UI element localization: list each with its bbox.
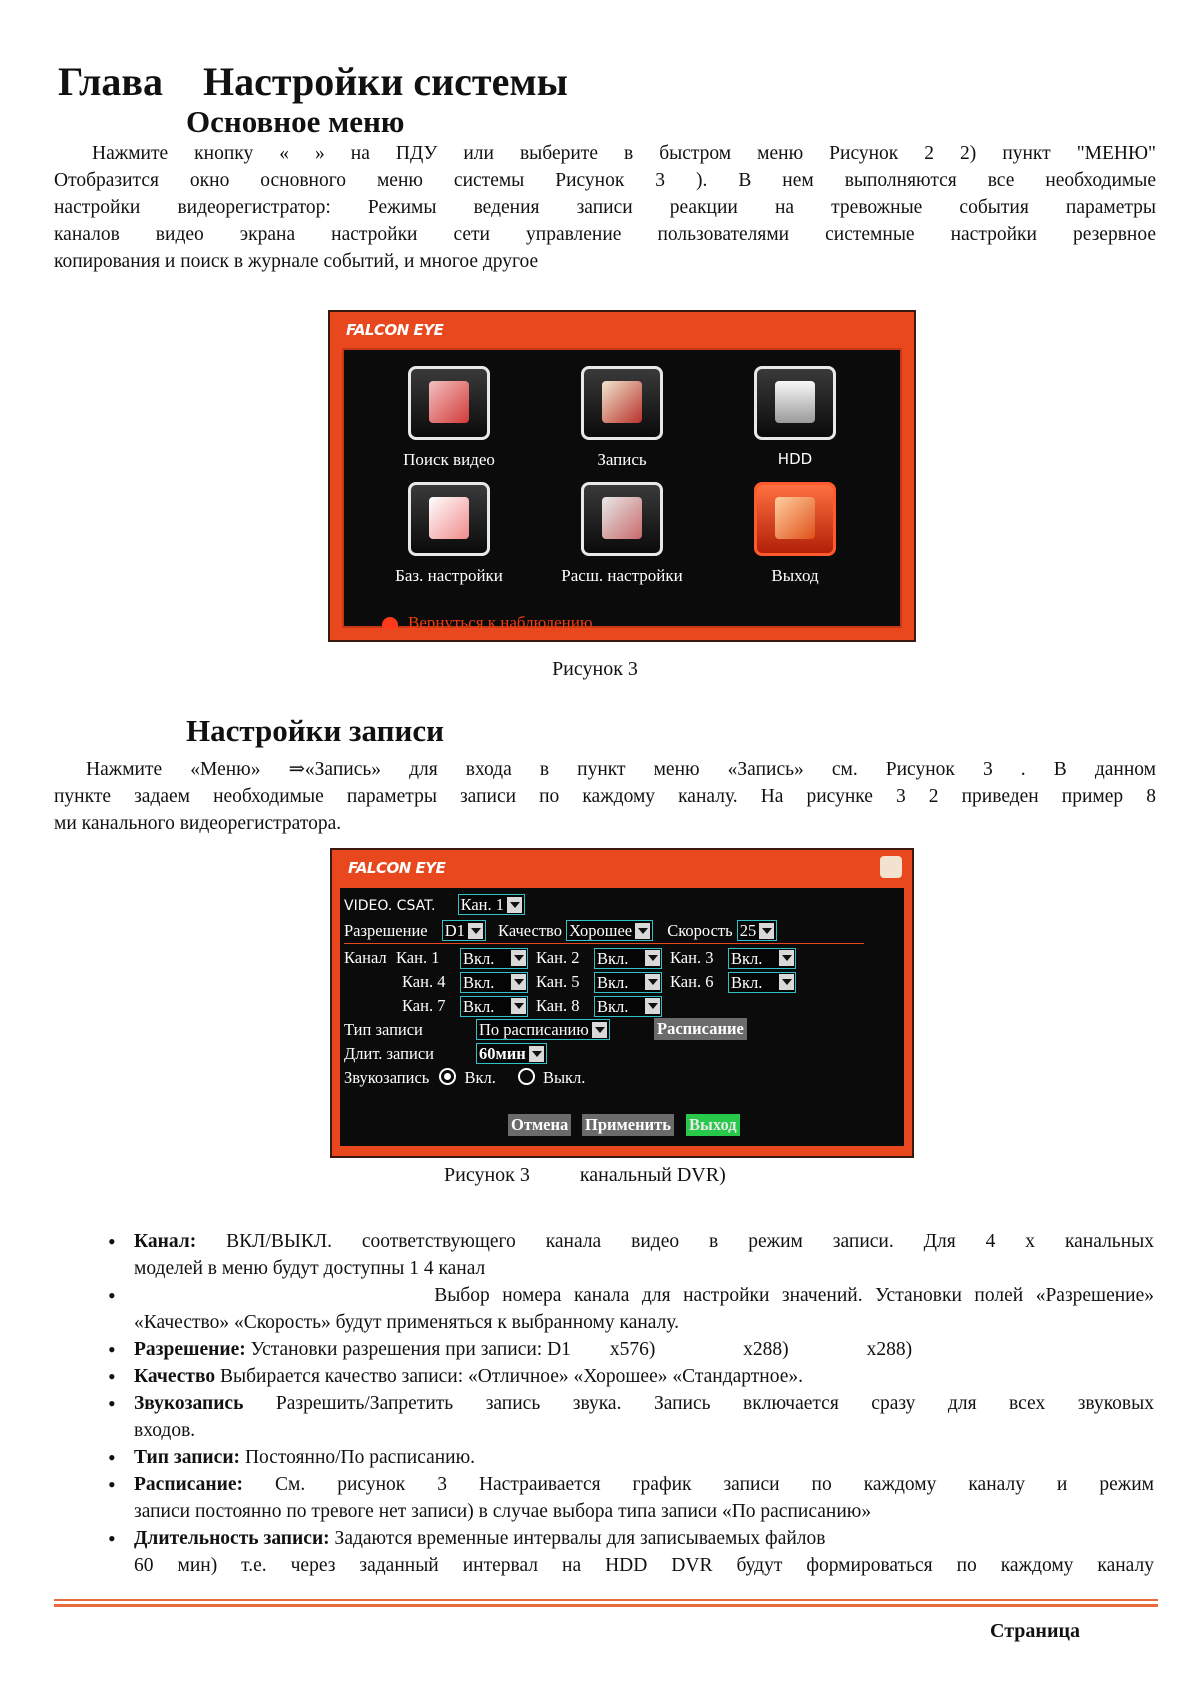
para-line: пункте задаем необходимые параметры записи по каждому каналу. На рисунке 3 2 приведен пример 8: [54, 786, 1156, 807]
term: Качество: [134, 1366, 216, 1387]
text: Установки разрешения при записи: D1 x576) x288) x288): [245, 1339, 913, 1360]
advanced-settings-icon: [581, 482, 663, 556]
text: ВКЛ/ВЫКЛ. соответствующего канала видео в режим записи. Для 4 х канальных: [196, 1231, 1154, 1252]
section-title-main-menu: Основное меню: [186, 104, 405, 139]
para-line: Нажмите кнопку « » на ПДУ или выберите в быстром меню Рисунок 2 2) пункт "МЕНЮ": [92, 143, 1156, 164]
return-to-live-view[interactable]: [382, 613, 593, 633]
channel-label-8: Кан. 8: [536, 996, 580, 1015]
quality-select[interactable]: [566, 920, 653, 941]
resolution-label: Разрешение: [344, 921, 428, 940]
select-value: Вкл.: [463, 949, 495, 968]
tile-label: Выход: [771, 566, 819, 585]
figure-caption-2: Рисунок 3 канальный DVR): [444, 1164, 726, 1186]
divider: [344, 943, 864, 944]
video-channel-select[interactable]: [458, 894, 525, 915]
chevron-down-icon: [645, 998, 660, 1014]
section2-paragraph: [54, 756, 1156, 837]
resolution-select[interactable]: [442, 920, 486, 941]
text: входов.: [134, 1420, 196, 1441]
para-line: ми канального видеорегистратора.: [54, 813, 342, 834]
audio-off-option[interactable]: [518, 1068, 585, 1087]
section1-paragraph: [54, 140, 1156, 275]
channel-7-select[interactable]: [460, 996, 528, 1017]
para-line: Отобразится окно основного меню системы Рисунок 3 ). В нем выполняются все необходимые: [54, 170, 1156, 191]
record-panel: [338, 886, 906, 1148]
tile-video-search[interactable]: [374, 366, 524, 470]
duration-label: Длит. записи: [344, 1044, 434, 1063]
video-search-icon: [408, 366, 490, 440]
chevron-down-icon: [529, 1046, 544, 1062]
channel-5-select[interactable]: [594, 972, 662, 993]
channel-label-3: Кан. 3: [670, 948, 714, 967]
para-line: Нажмите «Меню» ⇒«Запись» для входа в пункт меню «Запись» см. Рисунок 3 . В данном: [86, 759, 1156, 780]
list-item: [108, 1228, 1154, 1282]
brand-logo: FALCON EYE: [348, 859, 446, 877]
chapter-title: Глава Настройки системы: [58, 59, 568, 104]
channel-label-1: Кан. 1: [396, 948, 440, 967]
term: Разрешение:: [134, 1339, 246, 1360]
tile-basic-settings[interactable]: [374, 482, 524, 586]
select-value: Вкл.: [463, 997, 495, 1016]
return-label: Вернуться к наблюдению: [408, 613, 593, 632]
select-value: По расписанию: [479, 1020, 589, 1039]
chevron-down-icon: [511, 950, 526, 966]
term: Расписание:: [134, 1474, 244, 1495]
text: • Выбор номера канала для настройки значений. Установки полей «Разрешение»: [134, 1285, 1154, 1306]
footer-rule: [54, 1599, 1158, 1601]
select-value: Кан. 1: [460, 895, 505, 914]
select-value: Вкл.: [597, 949, 629, 968]
term: Канал:: [134, 1231, 197, 1252]
footer-rule: [54, 1604, 1158, 1607]
audio-label: Звукозапись: [344, 1068, 430, 1087]
channel-8-select[interactable]: [594, 996, 662, 1017]
chevron-down-icon: [592, 1022, 607, 1038]
list-item: [108, 1444, 1154, 1471]
parameter-list: [108, 1228, 1154, 1579]
channel-1-select[interactable]: [460, 948, 528, 969]
channel-4-select[interactable]: [460, 972, 528, 993]
menu-panel: [342, 348, 902, 632]
channel-6-select[interactable]: [728, 972, 796, 993]
chevron-down-icon: [779, 974, 794, 990]
exit-button[interactable]: Выход: [686, 1114, 740, 1136]
text: моделей в меню будут доступны 1 4 канал: [134, 1258, 486, 1279]
tile-label: Запись: [597, 450, 647, 469]
chevron-down-icon: [468, 923, 483, 939]
text: «Качество» «Скорость» будут применяться к выбранному каналу.: [134, 1312, 680, 1333]
channel-label-5: Кан. 5: [536, 972, 580, 991]
record-icon: [880, 856, 902, 878]
term: Длительность записи:: [134, 1528, 330, 1549]
text: Разрешить/Запретить запись звука. Запись включается сразу для всех звуковых: [243, 1393, 1154, 1414]
text: 60 мин) т.е. через заданный интервал на HDD DVR будут формироваться по каждому каналу: [134, 1555, 1154, 1576]
tile-exit[interactable]: [720, 482, 870, 586]
text: Задаются временные интервалы для записываемых файлов: [329, 1528, 826, 1549]
chevron-down-icon: [779, 950, 794, 966]
cancel-button[interactable]: Отмена: [508, 1114, 571, 1136]
tile-advanced-settings[interactable]: [547, 482, 697, 586]
para-line: каналов видео экрана настройки сети управление пользователями системные настройки резервное: [54, 224, 1156, 245]
chevron-down-icon: [645, 974, 660, 990]
page-footer-label: Страница: [990, 1620, 1080, 1642]
speed-label: Скорость: [667, 921, 733, 940]
text: Выбирается качество записи: «Отличное» «Хорошее» «Стандартное».: [215, 1366, 804, 1387]
text: См. рисунок 3 Настраивается график записи по каждому каналу и режим: [243, 1474, 1154, 1495]
exit-folder-icon: [754, 482, 836, 556]
channel-3-select[interactable]: [728, 948, 796, 969]
term: Звукозапись: [134, 1393, 244, 1414]
channel-label-2: Кан. 2: [536, 948, 580, 967]
main-menu-screen: [328, 310, 916, 642]
text: Постоянно/По расписанию.: [240, 1447, 476, 1468]
term: Тип записи:: [134, 1447, 241, 1468]
list-item: [108, 1471, 1154, 1525]
basic-settings-icon: [408, 482, 490, 556]
record-settings-screen: [330, 848, 914, 1158]
record-icon: [581, 366, 663, 440]
chevron-down-icon: [635, 923, 650, 939]
video-label: VIDEO. CSAT.: [344, 898, 436, 914]
chevron-down-icon: [511, 974, 526, 990]
tile-label: HDD: [777, 450, 813, 468]
tile-label: Расш. настройки: [561, 566, 683, 585]
chevron-down-icon: [507, 897, 522, 913]
channel-label-7: Кан. 7: [402, 996, 446, 1015]
radio-unchecked-icon: [518, 1068, 535, 1085]
list-item: [108, 1336, 1154, 1363]
para-line: настройки видеорегистратор: Режимы ведения записи реакции на тревожные события параметры: [54, 197, 1156, 218]
select-value: D1: [444, 921, 465, 940]
quality-label: Качество: [498, 921, 562, 940]
tile-label: Баз. настройки: [395, 566, 503, 585]
chevron-down-icon: [511, 998, 526, 1014]
list-item: [108, 1363, 1154, 1390]
channel-label-4: Кан. 4: [402, 972, 446, 991]
hdd-icon: [754, 366, 836, 440]
section-title-record-settings: Настройки записи: [186, 713, 444, 748]
schedule-button[interactable]: Расписание: [654, 1018, 747, 1040]
para-line: копирования и поиск в журнале событий, и многое другое: [54, 251, 539, 272]
select-value: Вкл.: [597, 997, 629, 1016]
radio-checked-icon: [439, 1068, 456, 1085]
radio-label: Выкл.: [542, 1068, 586, 1087]
select-value: Хорошее: [569, 921, 633, 940]
channel-label-6: Кан. 6: [670, 972, 714, 991]
rec-type-label: Тип записи: [344, 1020, 423, 1039]
select-value: Вкл.: [731, 973, 763, 992]
list-item: [108, 1390, 1154, 1444]
list-item: [108, 1282, 1154, 1336]
brand-logo: FALCON EYE: [346, 321, 444, 339]
tile-label: Поиск видео: [403, 450, 495, 469]
list-item: [108, 1525, 1154, 1579]
speed-select[interactable]: [737, 920, 778, 941]
chevron-down-icon: [759, 923, 774, 939]
audio-on-option[interactable]: [439, 1068, 495, 1087]
text: записи постоянно по тревоге нет записи) в случае выбора типа записи «По расписанию»: [134, 1501, 872, 1522]
duration-select[interactable]: [476, 1043, 547, 1064]
select-value: Вкл.: [731, 949, 763, 968]
tile-hdd[interactable]: [720, 366, 870, 468]
apply-button[interactable]: Применить: [582, 1114, 674, 1136]
radio-label: Вкл.: [464, 1068, 496, 1087]
channel-2-select[interactable]: [594, 948, 662, 969]
select-value: 25: [739, 921, 757, 940]
select-value: 60мин: [479, 1044, 526, 1063]
select-value: Вкл.: [463, 973, 495, 992]
return-icon: [382, 617, 398, 629]
rec-type-select[interactable]: [476, 1019, 610, 1040]
tile-record[interactable]: [547, 366, 697, 470]
select-value: Вкл.: [597, 973, 629, 992]
channel-label: Канал: [344, 948, 387, 967]
figure-caption-1: Рисунок 3: [552, 658, 638, 680]
chevron-down-icon: [645, 950, 660, 966]
